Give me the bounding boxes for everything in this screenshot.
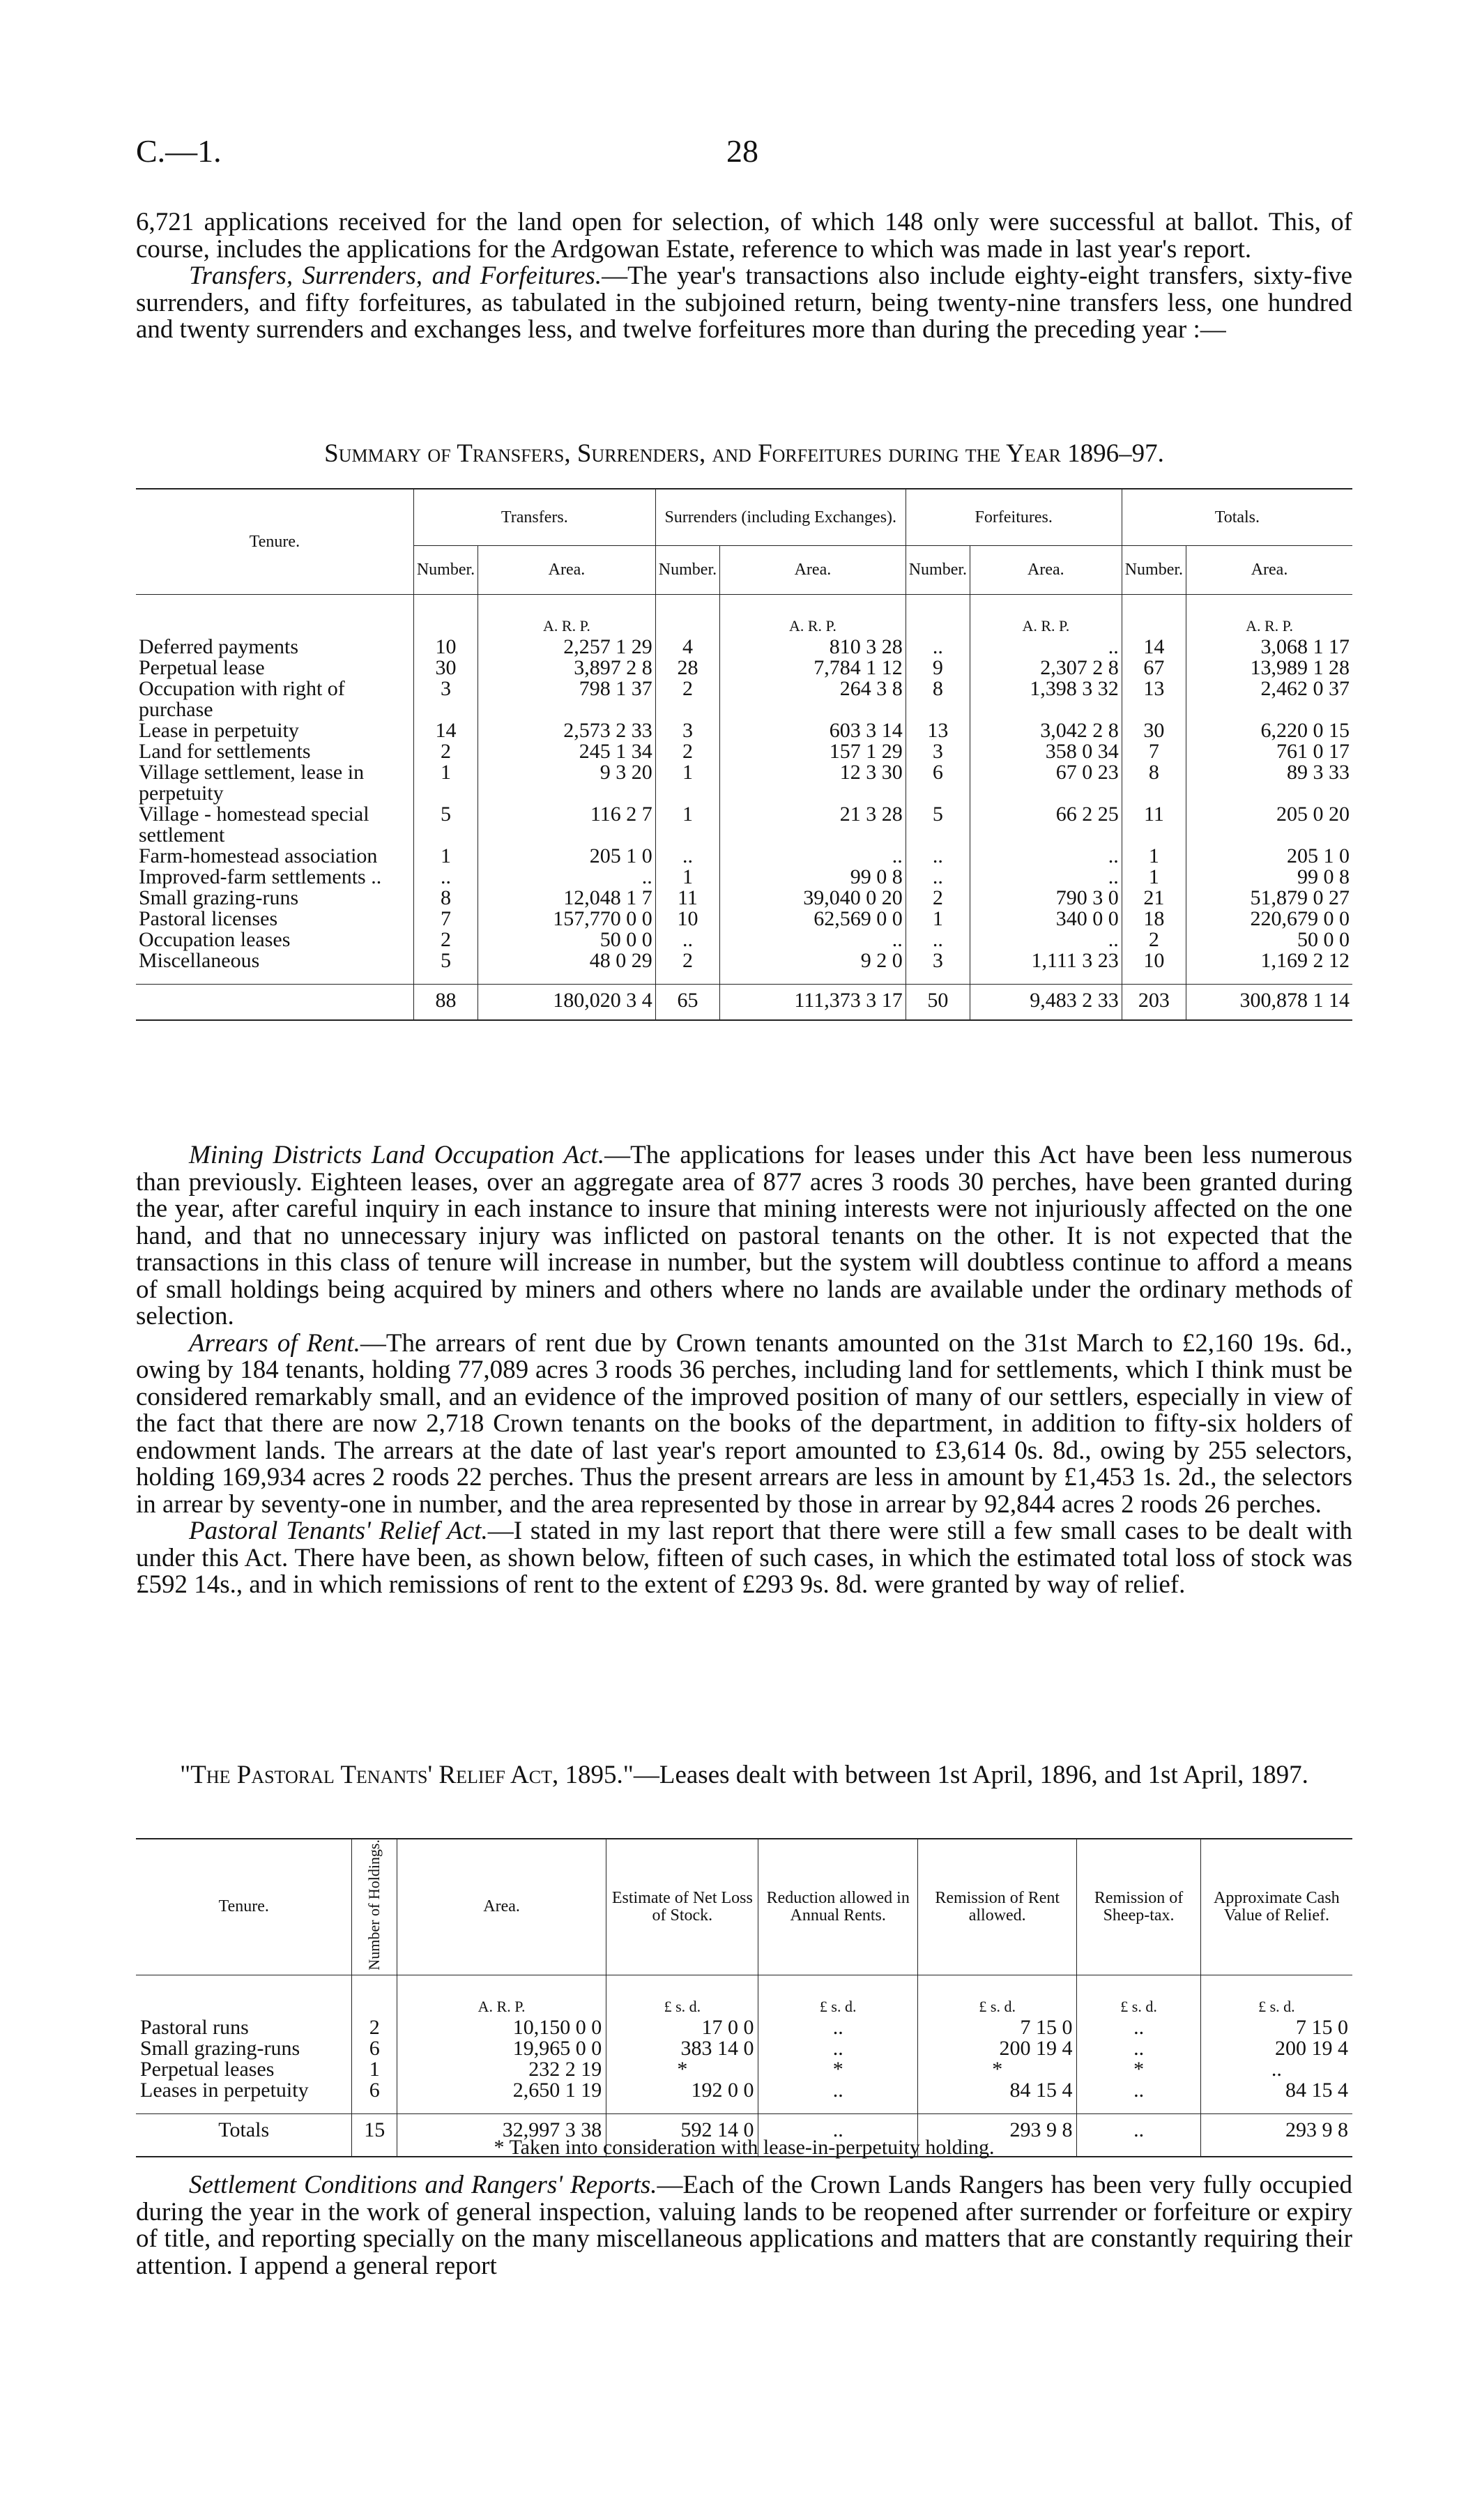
- col-holdings: Number of Holdings.: [352, 1839, 397, 1975]
- col-area: Area.: [478, 546, 656, 595]
- col-reduction: Reduction allowed in Annual Rents.: [758, 1839, 917, 1975]
- units-label: A. R. P.: [720, 595, 906, 637]
- table-total-row: 88 180,020 3 4 65 111,373 3 17 50 9,483 2 33 203 300,878 1 14: [136, 985, 1352, 1021]
- arrears-paragraph: Arrears of Rent.—The arrears of rent due by Crown tenants amounted on the 31st March to £2,160 19s. 6d., owing by 184 tenants, holding 77,089 acres 3 roods 36 perches, including land for settlements, which I think must be considered remarkably small, and an evidence of the improved position of many of our settlers, especially in view of the fact that there are now 2,718 Crown tenants on the books of the department, in addition to fifty-six holders of endowment lands. The arrears at the date of last year's report amounted to £3,614 0s. 8d., owing by 255 selectors, holding 169,934 acres 2 roods 22 perches. Thus the present arrears are less in amount by £1,453 1s. 2d., the selectors in arrear by seventy-one in number, and the area represented by those in arrear by 92,844 acres 2 roods 26 perches.: [136, 1328, 1352, 1519]
- settlement-section: [136, 2172, 1352, 2279]
- table-row: Leases in perpetuity 6 2,650 1 19 192 0 0 .. 84 15 4 .. 84 15 4: [136, 2080, 1352, 2114]
- col-area: Area.: [397, 1839, 606, 1975]
- settlement-heading: Settlement Conditions and Rangers' Reports.: [189, 2171, 657, 2199]
- mining-paragraph: Mining Districts Land Occupation Act.—The applications for leases under this Act have been less numerous than previously. Eighteen leases, over an aggregate area of 877 acres 3 roods 30 perches, have been granted during the year, after careful inquiry in each instance to insure that mining interests were not injuriously affected on the one hand, and that no unnecessary injury was inflicted on pastoral tenants on the other. It is not expected that the transactions in this class of tenure will increase in number, but the system will doubtless continue to afford a means of small holdings being acquired by miners and others where no lands are available under the ordinary methods of selection.: [136, 1141, 1352, 1330]
- table-row: Farm-homestead association 1 205 1 0 .. .. .. .. 1 205 1 0: [136, 846, 1352, 867]
- table-row: Occupation leases 2 50 0 0 .. .. .. .. 2 50 0 0: [136, 929, 1352, 950]
- col-area: Area.: [720, 546, 906, 595]
- units-label: £ s. d.: [758, 1975, 917, 2017]
- col-totals: Totals.: [1122, 489, 1352, 546]
- col-transfers: Transfers.: [413, 489, 655, 546]
- table2-footnote: * Taken into consideration with lease-in-perpetuity holding.: [494, 2136, 995, 2159]
- table-row: Village - homestead special settlement 5 116 2 7 1 21 3 28 5 66 2 25 11 205 0 20: [136, 804, 1352, 846]
- units-label: A. R. P.: [397, 1975, 606, 2017]
- col-surrenders: Surrenders (including Exchanges).: [655, 489, 906, 546]
- table-row: Pastoral licenses 7 157,770 0 0 10 62,569 0 0 1 340 0 0 18 220,679 0 0: [136, 909, 1352, 929]
- table-row: Small grazing-runs 8 12,048 1 7 11 39,040 0 20 2 790 3 0 21 51,879 0 27: [136, 888, 1352, 909]
- table-row: Deferred payments 10 2,257 1 29 4 810 3 28 .. .. 14 3,068 1 17: [136, 637, 1352, 658]
- units-label: A. R. P.: [478, 595, 656, 637]
- col-tenure: Tenure.: [218, 1897, 269, 1916]
- col-sheeptax: Remission of Sheep-tax.: [1077, 1839, 1200, 1975]
- col-number: Number.: [1122, 546, 1186, 595]
- table-total-row: Totals 15 32,997 3 38 592 14 0 .. 293 9 8 .. 293 9 8: [136, 2113, 1352, 2157]
- relief-table: [136, 1838, 1352, 2157]
- intro-section: [136, 209, 1352, 344]
- table-row: Land for settlements 2 245 1 34 2 157 1 29 3 358 0 34 7 761 0 17: [136, 741, 1352, 762]
- col-area: Area.: [970, 546, 1122, 595]
- units-label: £ s. d.: [1200, 1975, 1352, 2017]
- table-row: Small grazing-runs 6 19,965 0 0 383 14 0 .. 200 19 4 .. 200 19 4: [136, 2038, 1352, 2059]
- table-row: Miscellaneous 5 48 0 29 2 9 2 0 3 1,111 3 23 10 1,169 2 12: [136, 950, 1352, 985]
- col-remission: Remission of Rent allowed.: [917, 1839, 1076, 1975]
- paper-reference: C.—1.: [136, 133, 222, 169]
- transfers-paragraph: [136, 263, 1352, 344]
- settlement-paragraph: Settlement Conditions and Rangers' Reports.—Each of the Crown Lands Rangers has been very fully occupied during the year in the work of general inspection, valuing lands to be reopened after surrender or forfeiture or expiry of title, and reporting specially on the many miscellaneous applications and matters that are constantly requiring their attention. I append a general report: [136, 2171, 1353, 2280]
- mining-heading: Mining Districts Land Occupation Act.: [189, 1141, 605, 1169]
- col-tenure: Tenure.: [249, 532, 300, 551]
- table-row: Improved-farm settlements .. .. .. 1 99 0 8 .. .. 1 99 0 8: [136, 867, 1352, 888]
- page-number: 28: [726, 133, 758, 169]
- col-area: Area.: [1186, 546, 1352, 595]
- transfers-text: —The year's transactions also include eighty-eight transfers, sixty-five surrenders, and fifty forfeitures, as tabulated in the subjoined return, being twenty-nine transfers less, one hundred and twenty surrenders and exchanges less, and twelve forfeitures more than during the preceding year :—: [136, 261, 1352, 344]
- units-label: £ s. d.: [917, 1975, 1076, 2017]
- pastoral-heading: Pastoral Tenants' Relief Act.: [189, 1517, 488, 1545]
- units-label: £ s. d.: [606, 1975, 758, 2017]
- units-label: A. R. P.: [970, 595, 1122, 637]
- arrears-heading: Arrears of Rent.: [189, 1328, 360, 1358]
- col-number: Number.: [906, 546, 970, 595]
- table-row: Lease in perpetuity 14 2,573 2 33 3 603 3 14 13 3,042 2 8 30 6,220 0 15: [136, 720, 1352, 741]
- units-label: £ s. d.: [1077, 1975, 1200, 2017]
- col-loss: Estimate of Net Loss of Stock.: [606, 1839, 758, 1975]
- table-row: Perpetual leases 1 232 2 19 * * * * ..: [136, 2059, 1352, 2080]
- table-row: Perpetual lease 30 3,897 2 8 28 7,784 1 12 9 2,307 2 8 67 13,989 1 28: [136, 658, 1352, 678]
- col-number: Number.: [655, 546, 719, 595]
- table-row: Pastoral runs 2 10,150 0 0 17 0 0 .. 7 15 0 .. 7 15 0: [136, 2017, 1352, 2038]
- body-section: [136, 1142, 1352, 1599]
- col-number: Number.: [413, 546, 478, 595]
- table-row: Occupation with right of purchase 3 798 1 37 2 264 3 8 8 1,398 3 32 13 2,462 0 37: [136, 678, 1352, 720]
- page-header: [136, 132, 1349, 181]
- col-cash: Approximate Cash Value of Relief.: [1200, 1839, 1352, 1975]
- pastoral-paragraph: Pastoral Tenants' Relief Act.—I stated in my last report that there were still a few small cases to be dealt with under this Act. There have been, as shown below, fifteen of such cases, in which the estimated total loss of stock was £592 14s., and in which remissions of rent to the extent of £293 9s. 8d. were granted by way of relief.: [136, 1517, 1352, 1599]
- table-row: Village settlement, lease in perpetuity 1 9 3 20 1 12 3 30 6 67 0 23 8 89 3 33: [136, 762, 1352, 804]
- transfers-heading: Transfers, Surrenders, and Forfeitures.: [189, 261, 602, 290]
- col-forfeitures: Forfeitures.: [906, 489, 1122, 546]
- units-label: A. R. P.: [1186, 595, 1352, 637]
- intro-paragraph: 6,721 applications received for the land open for selection, of which 148 only were successful at ballot. This, of course, includes the applications for the Ardgowan Estate, reference to which was made in last year's report.: [136, 208, 1352, 264]
- table1-caption: Summary of Transfers, Surrenders, and Forfeitures during the Year 1896–97.: [324, 439, 1164, 468]
- table2-caption: "The Pastoral Tenants' Relief Act, 1895."—Leases dealt with between 1st April, 1896, and 1st April, 1897.: [180, 1761, 1308, 1789]
- transfers-table: [136, 488, 1352, 1021]
